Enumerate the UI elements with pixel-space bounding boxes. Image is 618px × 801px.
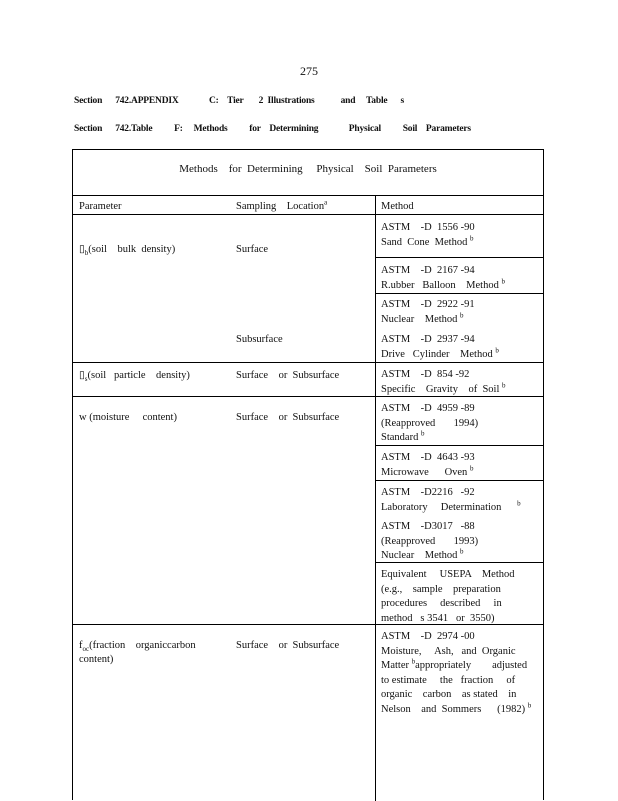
param-bulk-density: $▯_b(soil$ bulk density) (79, 244, 176, 258)
rule-method-sep (375, 293, 543, 294)
method-astm-d2922: ASTM -D 2922 -91 Nuclear Method $^b$ (381, 299, 475, 325)
method-astm-d2216: ASTM -D2216 -92 Laboratory Determination $^b$ (381, 487, 521, 513)
page-number: 275 (300, 64, 318, 78)
method-astm-d2937: ASTM -D 2937 -94 Drive Cylinder Method $^b$ (381, 334, 499, 360)
section-heading-table: Section 742.Table F: Methods for Determining Physical Soil Parameters (74, 124, 471, 134)
method-astm-d854: ASTM -D 854 -92 Specific Gravity of Soil $^b$ (381, 369, 506, 395)
soil-parameters-table (72, 149, 544, 800)
method-equivalent-usepa: Equivalent USEPA Method (e.g., sample preparation procedures described in method s 3541 or 3550) (381, 569, 515, 624)
method-astm-d4643: ASTM -D 4643 -93 Microwave Oven $^b$ (381, 452, 475, 478)
rule-below-col-headers (73, 214, 543, 215)
param-fraction-organic-carbon: $f_{oc}(fraction$ organiccarbon content) (79, 640, 196, 665)
rule-below-title (73, 195, 543, 196)
location-surface-or-subsurface: Surface or Subsurface (236, 412, 340, 423)
param-particle-density: $▯_s(soil$ particle density) (79, 370, 190, 384)
rule-row-sep (73, 362, 543, 363)
method-astm-d1556: ASTM -D 1556 -90 Sand Cone Method $^b$ (381, 222, 475, 248)
method-astm-d2974: ASTM -D 2974 -00 Moisture, Ash, and Organic Matter $^b$appropriately adjusted to estimate the fraction of organic carbon as stated in Nelson and Sommers (1982) $^b$ (381, 631, 532, 715)
location-surface-or-subsurface: Surface or Subsurface (236, 640, 340, 651)
param-moisture-content: w (moisture content) (79, 412, 177, 423)
location-surface: Surface (236, 244, 269, 255)
method-astm-d4959: ASTM -D 4959 -89 (Reapproved 1994) Standard $^b$ (381, 403, 479, 443)
method-column-rule (375, 195, 376, 801)
rule-method-sep (375, 480, 543, 481)
col-header-sampling-location: Sampling Location$^a$ (236, 198, 328, 212)
table-title: Methods for Determining Physical Soil Parameters (179, 163, 437, 175)
col-header-parameter: Parameter (79, 201, 122, 212)
section-heading-appendix: Section 742.APPENDIX C: Tier 2 Illustrations and Table s (74, 96, 404, 106)
col-header-method: Method (381, 201, 414, 212)
method-astm-d3017: ASTM -D3017 -88 (Reapproved 1993) Nuclear Method $^b$ (381, 521, 479, 561)
location-subsurface: Subsurface (236, 334, 283, 345)
rule-method-sep (375, 257, 543, 258)
method-astm-d2167: ASTM -D 2167 -94 R.ubber Balloon Method $^b$ (381, 265, 505, 291)
location-surface-or-subsurface: Surface or Subsurface (236, 370, 340, 381)
